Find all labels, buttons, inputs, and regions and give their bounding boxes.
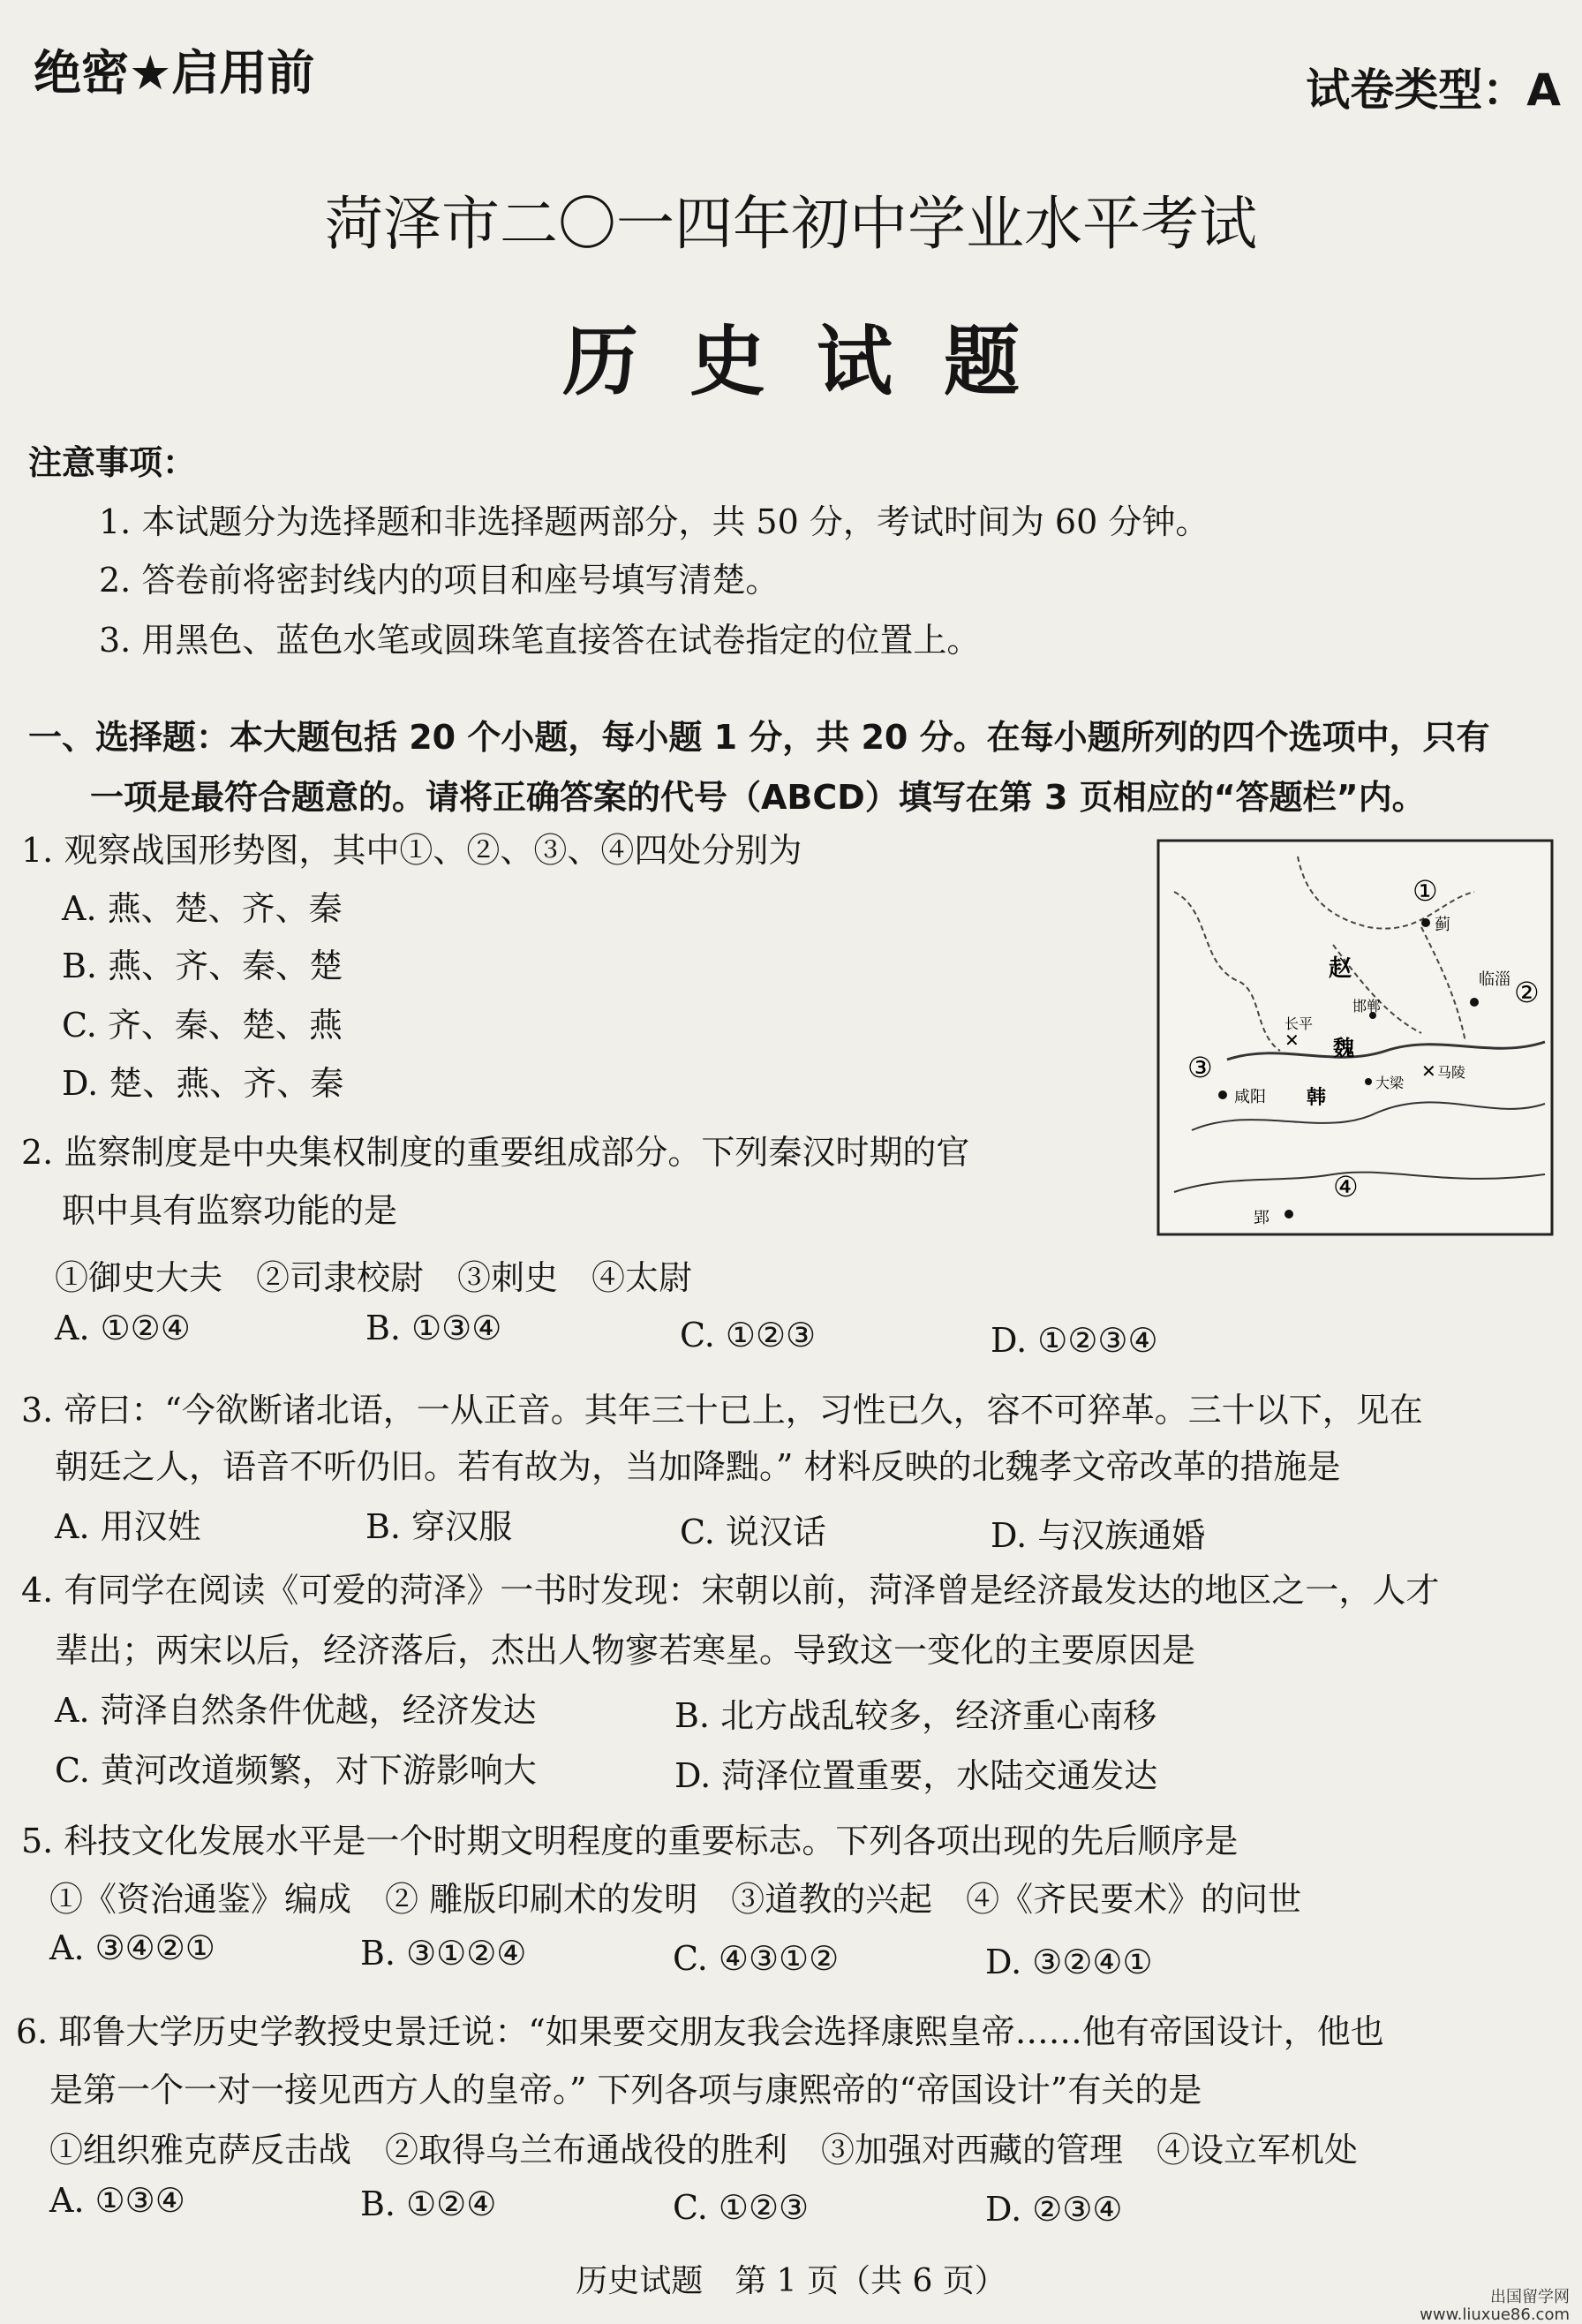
- question-4-option-c: C. 黄河改道频繁，对下游影响大: [55, 1751, 537, 1790]
- question-1-option-d: D. 楚、燕、齐、秦: [62, 1064, 344, 1103]
- question-4-stem-cont: 辈出；两宋以后，经济落后，杰出人物寥若寒星。导致这一变化的主要原因是: [55, 1631, 1196, 1670]
- question-5-option-d: D. ③②④①: [985, 1943, 1153, 1981]
- map-marker-3: ③: [1187, 1051, 1213, 1084]
- question-6-option-b: B. ①②④: [360, 2184, 497, 2223]
- exam-title: 菏泽市二〇一四年初中学业水平考试: [325, 190, 1257, 258]
- battle-mark: ✕: [1284, 1030, 1300, 1051]
- city-dot: [1470, 998, 1479, 1007]
- question-6-items: ①组织雅克萨反击战 ②取得乌兰布通战役的胜利 ③加强对西藏的管理 ④设立军机处: [49, 2131, 1359, 2169]
- notice-item: 3. 用黑色、蓝色水笔或圆珠笔直接答在试卷指定的位置上。: [99, 621, 981, 660]
- question-5-stem: 5. 科技文化发展水平是一个时期文明程度的重要标志。下列各项出现的先后顺序是: [21, 1822, 1239, 1860]
- question-2-option-a: A. ①②④: [55, 1309, 191, 1347]
- section-heading: 一、选择题：本大题包括 20 个小题，每小题 1 分，共 20 分。在每小题所列的四个选项中，只有: [28, 718, 1490, 757]
- question-4-option-b: B. 北方战乱较多，经济重心南移: [674, 1696, 1157, 1735]
- question-3-option-d: D. 与汉族通婚: [991, 1516, 1206, 1555]
- question-1-option-b: B. 燕、齐、秦、楚: [62, 947, 343, 985]
- confidential-label: 绝密★启用前: [34, 45, 315, 101]
- question-4-option-a: A. 菏泽自然条件优越，经济发达: [55, 1691, 537, 1730]
- question-6-option-d: D. ②③④: [985, 2190, 1123, 2229]
- page-footer: 历史试题 第 1 页（共 6 页）: [576, 2263, 1006, 2299]
- question-6-stem: 6. 耶鲁大学历史学教授史景迁说：“如果要交朋友我会选择康熙皇帝……他有帝国设计，他也: [16, 2012, 1384, 2051]
- warring-states-map: [1156, 839, 1554, 1236]
- question-4-stem: 4. 有同学在阅读《可爱的菏泽》一书时发现：宋朝以前，菏泽曾是经济最发达的地区之一，人才: [21, 1571, 1440, 1610]
- map-place: 邯郸: [1352, 998, 1382, 1015]
- city-dot: [1421, 918, 1430, 927]
- section-heading-cont: 一项是最符合题意的。请将正确答案的代号（ABCD）填写在第 3 页相应的“答题栏”内。: [90, 778, 1426, 817]
- question-5-items: ①《资治通鉴》编成 ② 雕版印刷术的发明 ③道教的兴起 ④《齐民要术》的问世: [49, 1880, 1302, 1919]
- question-2-stem-cont: 职中具有监察功能的是: [62, 1191, 398, 1230]
- map-place: 蓟: [1435, 916, 1450, 934]
- map-marker-4: ④: [1333, 1170, 1359, 1204]
- map-place: 马陵: [1437, 1064, 1466, 1081]
- question-2-stem: 2. 监察制度是中央集权制度的重要组成部分。下列秦汉时期的官: [21, 1133, 970, 1172]
- question-2-option-b: B. ①③④: [365, 1309, 502, 1347]
- paper-type-label: 试卷类型：A: [1306, 64, 1561, 116]
- question-2-items: ①御史大夫 ②司隶校尉 ③刺史 ④太尉: [55, 1258, 693, 1297]
- notice-item: 1. 本试题分为选择题和非选择题两部分，共 50 分，考试时间为 60 分钟。: [99, 502, 1209, 541]
- city-dot: [1218, 1090, 1227, 1099]
- battle-mark: ✕: [1421, 1060, 1436, 1082]
- map-marker-1: ①: [1412, 874, 1438, 908]
- question-1-option-a: A. 燕、楚、齐、秦: [62, 889, 343, 928]
- question-3-option-c: C. 说汉话: [680, 1513, 826, 1551]
- question-2-option-c: C. ①②③: [680, 1316, 817, 1354]
- notice-label: 注意事项：: [28, 443, 197, 482]
- question-3-stem-cont: 朝廷之人，语音不听仍旧。若有故为，当加降黜。” 材料反映的北魏孝文帝改革的措施是: [55, 1447, 1341, 1486]
- question-5-option-a: A. ③④②①: [49, 1928, 215, 1967]
- question-5-option-b: B. ③①②④: [360, 1934, 527, 1973]
- map-place: 魏: [1333, 1036, 1354, 1060]
- map-place: 临淄: [1479, 970, 1510, 989]
- question-3-stem: 3. 帝曰：“今欲断诸北语，一从正音。其年三十已上，习性已久，容不可猝革。三十以下，见在: [21, 1391, 1423, 1430]
- watermark: [1420, 2289, 1570, 2324]
- watermark-line2: www.liuxue86.com: [1420, 2305, 1570, 2324]
- map-place: 大梁: [1375, 1075, 1405, 1091]
- notice-item: 2. 答卷前将密封线内的项目和座号填写清楚。: [99, 561, 780, 600]
- watermark-line1: 出国留学网: [1490, 2288, 1570, 2306]
- map-place: 郢: [1254, 1209, 1269, 1227]
- question-1-option-c: C. 齐、秦、楚、燕: [62, 1006, 343, 1045]
- map-place: 赵: [1329, 955, 1352, 982]
- question-5-option-c: C. ④③①②: [673, 1939, 840, 1978]
- question-2-option-d: D. ①②③④: [991, 1321, 1158, 1360]
- question-6-option-a: A. ①③④: [49, 2181, 185, 2220]
- subject-title: 历史试题: [562, 317, 1071, 406]
- map-place: 韩: [1307, 1087, 1327, 1109]
- question-6-stem-cont: 是第一个一对一接见西方人的皇帝。” 下列各项与康熙帝的“帝国设计”有关的是: [49, 2071, 1202, 2109]
- question-4-option-d: D. 菏泽位置重要，水陆交通发达: [674, 1756, 1158, 1795]
- question-3-option-b: B. 穿汉服: [365, 1507, 513, 1546]
- map-marker-2: ②: [1514, 976, 1540, 1009]
- map-place: 长平: [1284, 1015, 1314, 1032]
- question-3-option-a: A. 用汉姓: [55, 1507, 201, 1546]
- question-1-stem: 1. 观察战国形势图，其中①、②、③、④四处分别为: [21, 831, 802, 870]
- question-6-option-c: C. ①②③: [673, 2188, 810, 2227]
- map-place: 咸阳: [1234, 1088, 1266, 1106]
- city-dot: [1365, 1078, 1372, 1085]
- city-dot: [1284, 1210, 1293, 1219]
